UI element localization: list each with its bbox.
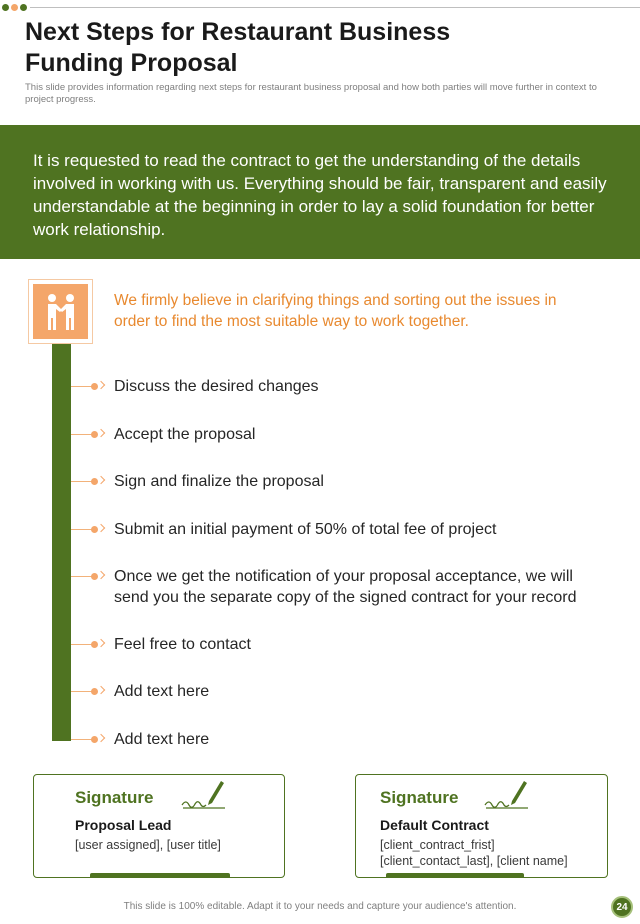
chevron-right-icon xyxy=(97,429,105,437)
signature-card-proposal-lead xyxy=(33,774,285,878)
page-subtitle: This slide provides information regarding next steps for restaurant business proposal and how both parties will move further in context to project progress. xyxy=(25,82,597,105)
card-accent-bar xyxy=(90,873,230,877)
decorative-dots xyxy=(2,4,27,11)
chevron-right-icon xyxy=(97,571,105,579)
chevron-right-icon xyxy=(97,639,105,647)
step-text: Discuss the desired changes xyxy=(114,378,319,395)
pen-signature-icon xyxy=(482,777,532,811)
step-text: Add text here xyxy=(114,731,210,748)
step-text: Accept the proposal xyxy=(114,426,256,443)
dot-green-2 xyxy=(20,4,27,11)
page-title xyxy=(25,17,585,79)
signatory-name: Proposal Lead xyxy=(75,817,172,833)
signatory-detail: [client_contact_last], [client name] xyxy=(380,854,568,868)
intro-icon-frame xyxy=(28,279,93,344)
signature-heading: Signature xyxy=(380,788,459,807)
signature-heading: Signature xyxy=(75,788,154,807)
chevron-right-icon xyxy=(97,686,105,694)
page-number: 24 xyxy=(611,896,633,918)
signature-card-default-contract xyxy=(355,774,608,878)
step-text: Add text here xyxy=(114,683,210,700)
signatory-detail: [client_contract_frist] xyxy=(380,838,495,852)
step-text: Sign and finalize the proposal xyxy=(114,473,324,490)
dot-green xyxy=(2,4,9,11)
top-divider xyxy=(30,7,640,8)
chevron-right-icon xyxy=(97,381,105,389)
signatory-detail: [user assigned], [user title] xyxy=(75,838,221,852)
timeline-bar xyxy=(52,344,71,741)
page-title-line1: Next Steps for Restaurant Business xyxy=(25,18,451,46)
step-text: Once we get the notification of your proposal acceptance, we will send you the separate copy of the signed contract for your record xyxy=(114,568,577,606)
chevron-right-icon xyxy=(97,734,105,742)
dot-orange xyxy=(11,4,18,11)
step-text: Feel free to contact xyxy=(114,636,251,653)
pen-signature-icon xyxy=(179,777,229,811)
signatory-name: Default Contract xyxy=(380,817,489,833)
chevron-right-icon xyxy=(97,524,105,532)
banner-text: It is requested to read the contract to get the understanding of the details involved in working with us. Everything should be fair, transparent and easily understandable at the beginning in order to lay a solid foundation for better work relationship. xyxy=(33,151,607,239)
card-accent-bar xyxy=(386,873,524,877)
handshake-people-icon xyxy=(33,284,88,339)
chevron-right-icon xyxy=(97,476,105,484)
page-title-line2: Funding Proposal xyxy=(25,49,238,77)
intro-text: We firmly believe in clarifying things and sorting out the issues in order to find the most suitable way to work together. xyxy=(114,292,557,330)
step-text: Submit an initial payment of 50% of total fee of project xyxy=(114,521,497,538)
footer-note: This slide is 100% editable. Adapt it to your needs and capture your audience's attention. xyxy=(123,901,517,912)
